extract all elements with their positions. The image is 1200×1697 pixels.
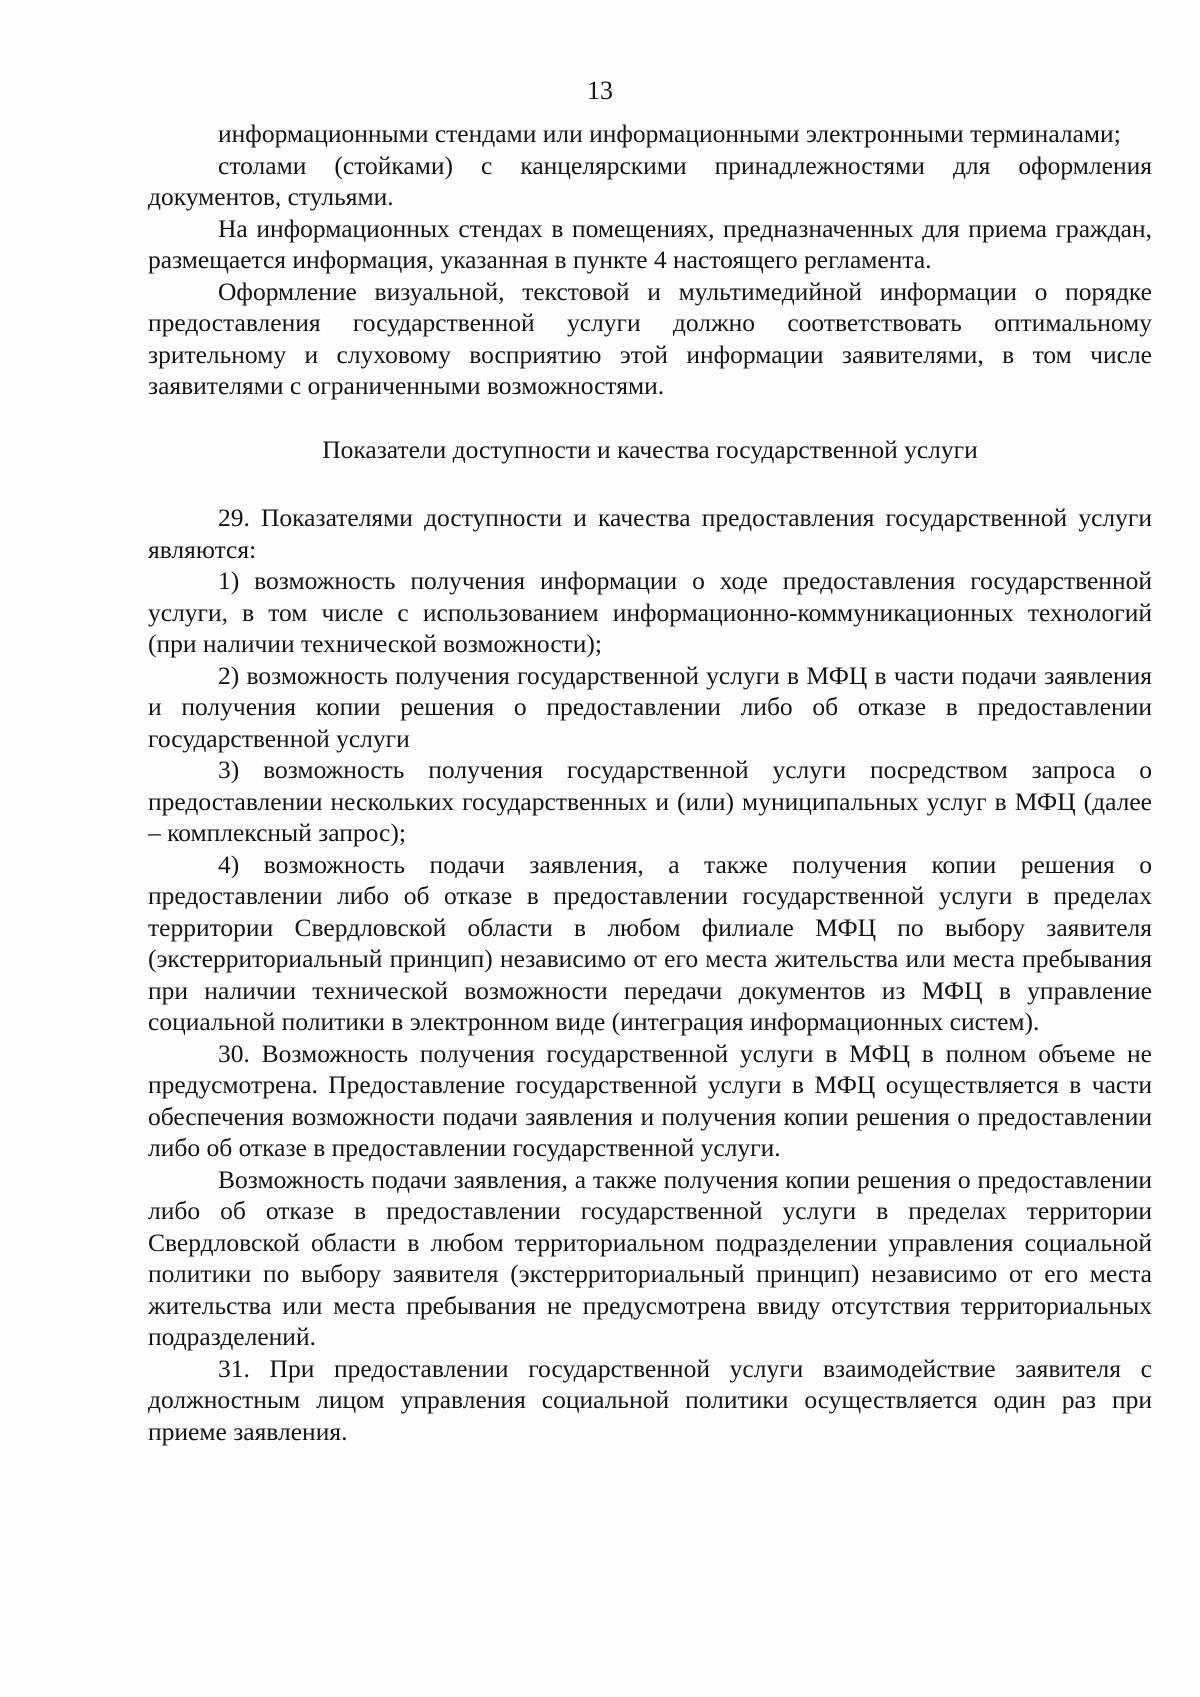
document-body	[148, 118, 1152, 1447]
paragraph-subitem-2: 2) возможность получения государственной услуги в МФЦ в части подачи заявления и получения копии решения о предоставлении либо об отказе в предоставлении государственной услуги	[148, 660, 1152, 753]
section-heading: Показатели доступности и качества государственной услуги	[322, 434, 978, 464]
paragraph-info-placement: На информационных стендах в помещениях, предназначенных для приема граждан, размещается информация, указанная в пункте 4 настоящего регламента.	[148, 213, 1152, 274]
paragraph-item-31: 31. При предоставлении государственной услуги взаимодействие заявителя с должностным лицом управления социальной политики осуществляется один раз при приеме заявления.	[148, 1353, 1152, 1446]
paragraph-extraterritorial: Возможность подачи заявления, а также получения копии решения о предоставлении либо об отказе в предоставлении государственной услуги в пределах территории Свердловской области в любом территориальном подразделении управления социальной политики по выбору заявителя (экстерриториальный принцип) независимо от его места жительства или места пребывания не предусмотрена ввиду отсутствия территориальных подразделений.	[148, 1164, 1152, 1351]
page-number: 13	[587, 76, 613, 105]
paragraph-item-29: 29. Показателями доступности и качества предоставления государственной услуги являются:	[148, 503, 1152, 564]
paragraph-info-stands: информационными стендами или информационными электронными терминалами;	[218, 119, 1121, 148]
paragraph-subitem-4: 4) возможность подачи заявления, а также получения копии решения о предоставлении либо об отказе в предоставлении государственной услуги в пределах территории Свердловской области в любом филиале МФЦ по выбору заявителя (экстерриториальный принцип) независимо от его места жительства или места пребывания при наличии технической возможности передачи документов из МФЦ в управление социальной политики в электронном виде (интеграция информационных систем).	[148, 849, 1152, 1036]
paragraph-desks: столами (стойками) с канцелярскими принадлежностями для оформления документов, стульями.	[148, 150, 1152, 211]
paragraph-info-design: Оформление визуальной, текстовой и мультимедийной информации о порядке предоставления государственной услуги должно соответствовать оптимальному зрительному и слуховому восприятию этой информации заявителями, в том числе заявителями с ограниченными возможностями.	[148, 276, 1152, 400]
paragraph-item-30: 30. Возможность получения государственной услуги в МФЦ в полном объеме не предусмотрена. Предоставление государственной услуги в МФЦ осуществляется в части обеспечения возможности подачи заявления и получения копии решения о предоставлении либо об отказе в предоставлении государственной услуги.	[148, 1038, 1152, 1162]
paragraph-subitem-3: 3) возможность получения государственной услуги посредством запроса о предоставлении нескольких государственных и (или) муниципальных услуг в МФЦ (далее – комплексный запрос);	[148, 755, 1152, 847]
paragraph-subitem-1: 1) возможность получения информации о ходе предоставления государственной услуги, в том числе с использованием информационно-коммуникационных технологий (при наличии технической возможности);	[148, 566, 1152, 658]
